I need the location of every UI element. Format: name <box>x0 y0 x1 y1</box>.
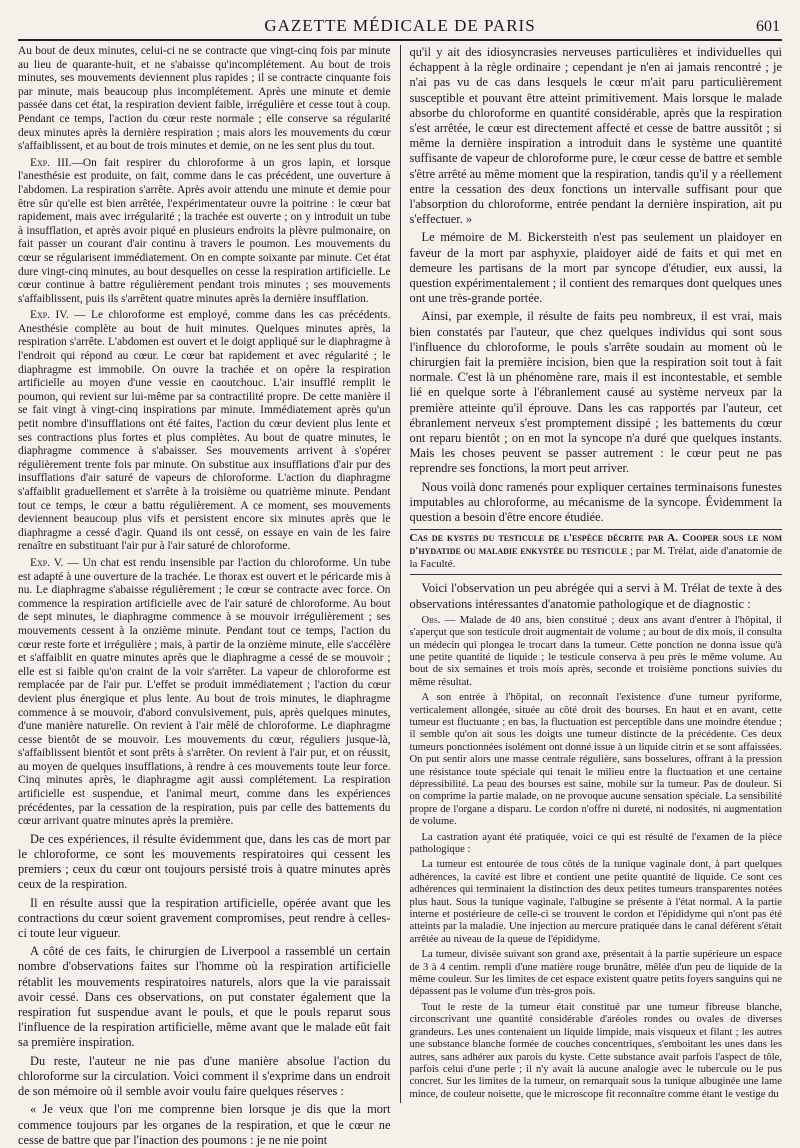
paragraph: Le mémoire de M. Bickersteith n'est pas seulement un plaidoyer en faveur de la mort par asphyxie, plaidoyer aidé de faits et qui met en demeure les partisans de la mort par syncope d'étudier, eux aussi, la question expérimentalement ; il contient des remarques dont quelques unes ont une très-grande portée. <box>409 230 782 306</box>
experiment-text: — Le chloroforme est employé, comme dans les cas précédents. Anesthésie complète au bout de huit minutes. Quelques minutes après, la respiration s'arrête. L'abdomen est ouvert et le doigt appliqué sur le diaphragme à l'endroit qui répond au cœur. Le cœur bat rapidement et avec régularité ; le diaphragme est immobile. On ouvre la trachée et on opère la respiration artificielle au moyen d'une vessie en caoutchouc. L'air insufflé remplit le poumon, qui revient sur lui-même par sa contractilité propre. De cette manière il se fait vingt à vingt-cinq inspirations par minute. Immédiatement après qu'un petit nombre d'insufflations ont été faites, l'action du cœur devient plus lente et ses contractions plus fortes et plus complètes. Au bout de quatre minutes, le diaphragme commence à s'abaisser. Ses mouvements arrivent à s'opérer régulièrement trente fois par minute. On substitue aux insufflations d'air pur des insufflations d'air saturé de vapeurs de chloroforme. L'action du diaphragme s'affaiblit graduellement et s'arrête à la troisième ou quatrième minute. Pendant tout ce temps, le cœur a battu régulièrement. A ce moment, ses mouvements deviennent beaucoup plus vifs et persistent encore six minutes après que le diaphragme a cessé d'agir. Quand ils ont cessé, on essaye en vain de les faire renaître en substituant l'air pur à l'air saturé de chloroforme. <box>18 309 391 553</box>
experiment-paragraph <box>18 557 391 829</box>
quote-paragraph: « Je veux que l'on me comprenne bien lorsque je dis que la mort commence toujours par les organes de la respiration, et que le cœur ne cesse de battre que par l'inaction des poumons : je ne nie point <box>18 1102 391 1147</box>
experiment-text: — Un chat est rendu insensible par l'action du chloroforme. Un tube est adapté à une ouverture de la trachée. Le thorax est ouvert et le péricarde mis à nu. Le diaphragme s'abaisse régulièrement ; le cœur se contracte avec force. On commence la respiration artificielle avec de l'air saturé de chloroforme. Au bout de sept minutes, le diaphragme commence à se mouvoir irrégulièrement ; ses mouvements cessent à la onzième minute. Pendant tout ce temps, l'action du cœur reste forte et irrégulière ; mais, à partir de la onzième minute, elle s'accélère et s'affaiblit en quatre minutes après que le diaphragme a cessé de se mouvoir ; elle est si faible qu'on craint de la voir s'arrêter. La vapeur de chloroforme est remplacée par de l'air pur. L'effet se produit immédiatement ; l'action du cœur devient plus énergique et plus lente. Au bout de trois minutes, le diaphragme commence à se mouvoir, d'abord convulsivement, puis, après quelques minutes, d'une manière naturelle. On revient à l'air mêlé de chloroforme. Le diaphragme cesse bientôt de se mouvoir. Les mouvements du cœur, réguliers jusque-là, s'affaiblissent bientôt et sont prêts à s'arrêter. On revient à l'air pur, et on réussit, au moyen de quelques insufflations, à rendre à ces mouvements toute leur force. Cinq minutes après, le diaphragme agit aussi complétement. La respiration artificielle est suspendue, et l'animal meurt, comme dans les expériences précédentes, par la cessation de la respiration, puis par celle des battements du cœur arrivant quatre minutes après la première. <box>18 556 391 828</box>
page-header <box>18 14 782 41</box>
paragraph: Au bout de deux minutes, celui-ci ne se contracte que vingt-cinq fois par minute au lieu de quarante-huit, et ne s'abaisse qu'incomplétement. Au bout de trois minutes, ses mouvements deviennent plus rapides ; il se contracte cinquante fois par minute, mais beaucoup plus incomplétement. Après une minute et demie passée dans cet état, la respiration devient faible, irrégulière et cesse tout à coup. Pendant ce temps, l'action du cœur reste normale ; elle conserve sa régularité deux minutes après la dernière respiration ; mais alors les mouvements du cœur s'affaiblissent, et au bout de trois minutes et demie, on ne les sent plus du tout. <box>18 45 391 153</box>
article-heading <box>410 529 783 575</box>
left-column <box>18 45 400 1147</box>
paragraph: Nous voilà donc ramenés pour expliquer certaines terminaisons funestes imputables au chloroforme, au mécanisme de la syncope. Évidemment la question a besoin d'être encore étudiée. <box>409 479 782 525</box>
paragraph: Du reste, l'auteur ne nie pas d'une manière absolue l'action du chloroforme sur la circulation. Voici comment il s'exprime dans un endroit de son mémoire où il semble avoir voulu faire quelques réserves : <box>18 1053 391 1099</box>
paragraph: Tout le reste de la tumeur était constitué par une tumeur fibreuse blanche, circonscrivant une quantité considérable d'aréoles rondes ou ovales de diverses grandeurs. Les unes contenaient un liquide limpide, mais visqueux et filant ; les autres une substance blanche formée de couches concentriques, s'emboitant les unes dans les autres, sans adhérer aux parois du kyste. Cette substance avait parfois l'aspect de tôle, parfois celui d'une perle ; il n'y avait là aucune analogie avec le tubercule ou le pus concret. Sur les limites de la tumeur, on remarquait sous la tunique albuginée une lame mince, de couleur noisette, que le microscope fit reconnaître comme étant le vestige du <box>409 1001 782 1100</box>
experiment-label: Exp. III. <box>30 156 72 169</box>
paragraph: A son entrée à l'hôpital, on reconnaît l'existence d'une tumeur pyriforme, verticalement allongée, située au côté droit des bourses. En haut et en avant, cette tumeur est fluctuante ; en bas, la fluctuation est perceptible dans une moindre étendue ; il semble qu'on ait sous les doigts une tumeur distincte de la précédente. Ces deux tumeurs ponctionnées isolément ont donné issue à un liquide citrin et se sont affaissées. On put sentir alors une masse centrale régulière, sans bosselures, offrant à la pression une résistance toute spéciale qui tenait le milieu entre la fluctuation et une certaine dépressibilité. La peau des bourses est saine, mobile sur la tumeur. Pas de douleur. Si on comprime la partie malade, on ne provoque aucune sensation spéciale. La sensibilité propre de l'organe a disparu. Le cordon n'offre ni dureté, ni nodosités, ni augmentation de volume. <box>409 692 782 828</box>
experiment-paragraph <box>18 157 391 307</box>
paragraph: A côté de ces faits, le chirurgien de Liverpool a rassemblé un certain nombre d'observations faites sur l'homme où la respiration artificielle rétablit les mouvements respiratoires naturels, alors que la vie paraissait avoir cessé. Dans ces observations, on put constater également que la respiration fut suspendue avant le pouls, et que le pouls reparut sous l'influence de la respiration artificielle, même avant que le malade eût fait sa première inspiration. <box>18 944 391 1050</box>
right-column <box>401 45 783 1103</box>
experiment-label: Exp. IV. <box>30 309 69 322</box>
paragraph: La tumeur est entourée de tous côtés de la tunique vaginale dont, à part quelques adhérences, la cavité est libre et contient une petite quantité de liquide. Ce sont ces adhérences qui terminaient la distinction des deux petites tumeurs transparentes notées plus haut. Sous la tunique vaginale, l'albugine se présente à l'état normal. A la partie interne et postérieure de celle-ci se trouvent le cordon et l'épididyme qui n'ont pas été atteints par la maladie. Une injection au mercure pratiquée dans le canal déférent s'était arrêtée au niveau de la queue de l'épididyme. <box>409 859 782 945</box>
page-number: 601 <box>756 18 780 35</box>
journal-title: GAZETTE MÉDICALE DE PARIS <box>264 16 536 35</box>
two-column-body <box>18 45 782 1147</box>
observation-text: — Malade de 40 ans, bien constitué ; deux ans avant d'entrer à l'hôpital, il s'aperçut que son testicule droit augmentait de volume ; au bout de dix mois, il consulta un médecin qui plongea le trocart dans la tumeur. Cette ponction ne donna issue qu'à une petite quantité de liquide ; le testicule conserva à peu près le même volume. Au bout de six semaines et trois mois après, seconde et troisième ponctions suivies du même résultat. <box>409 614 782 688</box>
paragraph: Il en résulte aussi que la respiration artificielle, opérée avant que les contractions du cœur soient gravement compromises, peut rendre à celles-ci toute leur vigueur. <box>18 895 391 941</box>
experiment-paragraph <box>18 309 391 554</box>
paragraph: La castration ayant été pratiquée, voici ce qui est résulté de l'examen de la pièce pathologique : <box>409 831 782 856</box>
quote-paragraph: qu'il y ait des idiosyncrasies nerveuses particulières et individuelles qui échappent à la règle ordinaire ; cependant je n'en ai jamais rencontré ; je n'ai pas vu de cas dans lesquels le cœur m'ait paru particulièrement susceptible et pouvant être atteint primitivement. Mais lorsque le malade absorbe du chloroforme en quantité considérable, après que la respiration s'est arrêtée, le cœur est directement affecté et cesse de battre aussitôt ; si même la dernière inspiration a introduit dans le système une quantité suffisante de vapeur de chloroforme pure, le cœur cesse de battre et semble s'être arrêté au même moment que la respiration, tandis qu'il y a réellement entre la cessation des deux fonctions un intervalle suffisant pour que l'absorption du chloroforme, entrée pendant la dernière inspiration, ait pu s'effectuer. » <box>409 45 782 227</box>
paragraph: De ces expériences, il résulte évidemment que, dans les cas de mort par le chloroforme, ce sont les mouvements respiratoires qui cessent les premiers ; ceux du cœur ont toujours persisté trois à quatre minutes après ceux de la respiration. <box>18 831 391 892</box>
paragraph: La tumeur, divisée suivant son grand axe, présentait à la partie supérieure un espace de 3 à 4 centim. rempli d'une matière rouge brunâtre, mêlée d'un peu de liquide de la même couleur. Sur les limites de cet espace existent quatre petits foyers sanguins qui ne dépassent pas le volume d'un très-gros pois. <box>409 949 782 998</box>
article-heading-author: ; par M. Trélat, aide d'anatomie de la Faculté. <box>409 545 782 571</box>
observation-label: Obs. <box>421 614 441 626</box>
article-heading-title: Cas de kystes du testicule de l'espèce décrite par A. Cooper sous le nom d'hydatide ou maladie enkystée du testicule <box>409 532 782 558</box>
experiment-label: Exp. V. <box>30 556 64 569</box>
paragraph: Voici l'observation un peu abrégée qui a servi à M. Trélat de texte à des observations intéressantes d'anatomie pathologique et de diagnostic : <box>409 581 782 611</box>
observation-paragraph <box>410 615 783 689</box>
experiment-text: —On fait respirer du chloroforme à un gros lapin, et lorsque l'anesthésie est produite, on fait, comme dans le cas précédent, une ouverture à l'abdomen. La respiration s'arrête. Après avoir attendu une minute et demie pour être sûr qu'elle est bien arrêtée, l'expérimentateur ouvre la poitrine : le cœur bat rapidement, mais avec irrégularité ; la trachée est ouverte ; on y introduit un tube à insufflation, et après avoir piqué en plusieurs endroits la plèvre pulmonaire, on fait passer un courant d'air continu à travers le poumon. Les mouvements du cœur se régularisent immédiatement. On en compte soixante par minute. Cet état dure vingt-cinq minutes, au bout desquelles on cesse la respiration artificielle. Le cœur continue à battre régulièrement pendant trois minutes ; ses mouvements s'affaiblissent, puis ils s'arrêtent quatre minutes après la dernière insufflation. <box>18 156 391 305</box>
paragraph: Ainsi, par exemple, il résulte de faits peu nombreux, il est vrai, mais bien constatés par l'auteur, que chez quelques individus qui sont sous l'influence du chloroforme, le pouls s'arrête soudain au moment où le chirurgien fait la première incision, bien que la respiration soit tout à fait normale. C'est là un phénomène rare, mais il est incontestable, et semble lié en quelque sorte à l'ébranlement causé au système nerveux par la première atteinte qu'il éprouve. Dans les cas rapportés par l'auteur, cet ébranlement nerveux s'est promptement dissipé ; les battements du cœur ont reparu bientôt ; on en mot la syncope n'a duré que quelques instants. Mais les choses peuvent se passer autrement : le cœur peut ne pas reprendre ses fonctions, la mort peut arriver. <box>409 309 782 476</box>
